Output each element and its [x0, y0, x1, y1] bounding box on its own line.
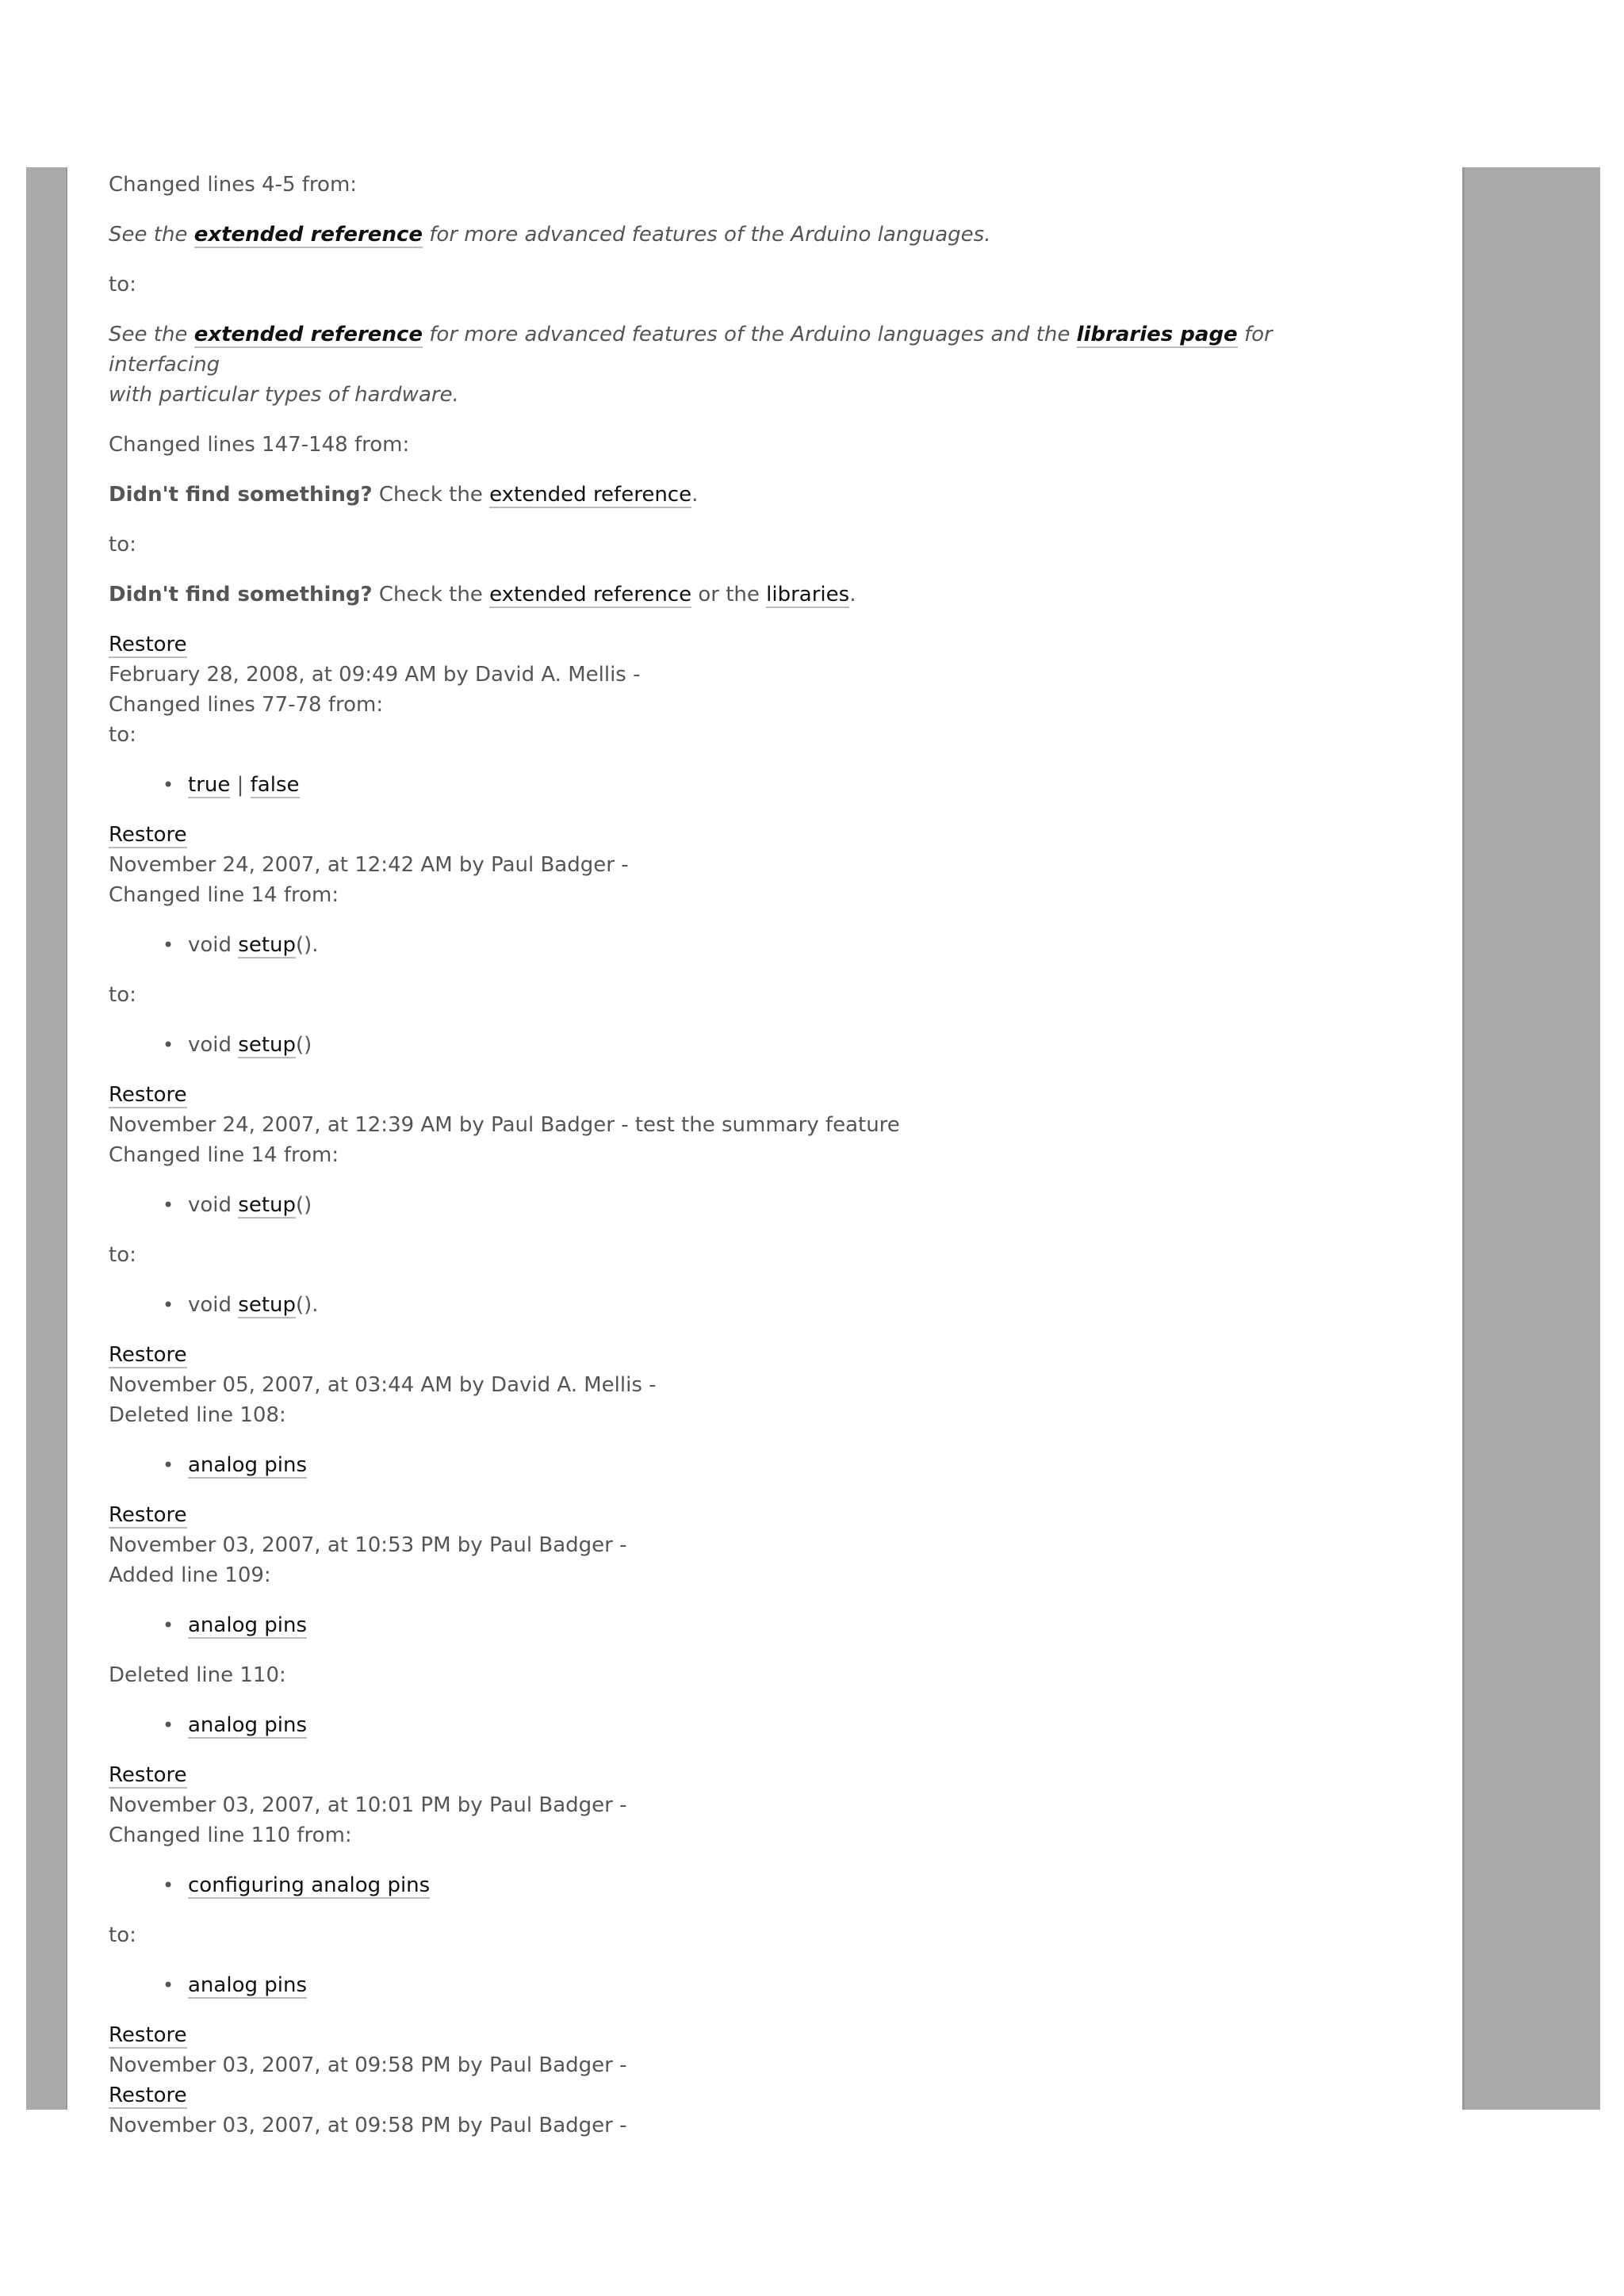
revision-meta: November 24, 2007, at 12:39 AM by Paul Badger - test the summary feature — [109, 1113, 900, 1137]
diff-list — [109, 1970, 1385, 2000]
extended-reference-link[interactable]: extended reference — [193, 323, 423, 346]
diff-summary: Changed lines 77-78 from: — [109, 693, 384, 717]
diff-list — [109, 1450, 1385, 1480]
diff-list — [109, 1710, 1385, 1740]
extended-reference-link[interactable]: extended reference — [489, 483, 692, 507]
text-segment: See the — [109, 223, 194, 247]
list-item — [188, 1870, 1385, 1900]
diff-summary: Changed line 110 from: — [109, 1823, 352, 1847]
diff-summary: Added line 109: — [109, 1563, 271, 1587]
list-item — [188, 1450, 1385, 1480]
text-segment: See the — [109, 323, 194, 346]
restore-link[interactable]: Restore — [109, 2023, 187, 2047]
restore-link[interactable]: Restore — [109, 1083, 187, 1107]
diff-list — [109, 1610, 1385, 1640]
text-segment: for more advanced features of the Arduino languages and the — [423, 323, 1077, 346]
text-segment: void — [188, 933, 239, 957]
restore-link[interactable]: Restore — [109, 823, 187, 847]
diff-old-text — [109, 220, 1385, 250]
text-segment: () — [296, 1033, 312, 1057]
libraries-page-link[interactable]: libraries page — [1076, 323, 1238, 346]
text-segment: void — [188, 1193, 239, 1217]
text-segment: with particular types of hardware. — [109, 383, 459, 407]
diff-to-label: to: — [109, 1243, 136, 1267]
diff-list — [109, 1030, 1385, 1060]
diff-summary: Changed lines 4-5 from: — [109, 173, 358, 197]
libraries-link[interactable]: libraries — [766, 583, 850, 607]
false-link[interactable]: false — [250, 773, 300, 797]
diff-summary: Changed lines 147-148 from: — [109, 433, 410, 457]
revision-meta: November 24, 2007, at 12:42 AM by Paul Badger - — [109, 853, 629, 877]
true-link[interactable]: true — [188, 773, 231, 797]
bold-text: Didn't find something? — [109, 483, 373, 507]
diff-to-label: to: — [109, 273, 136, 297]
bold-text: Didn't find something? — [109, 583, 373, 607]
list-item — [188, 770, 1385, 800]
separator: | — [230, 773, 251, 797]
configuring-analog-pins-link[interactable]: configuring analog pins — [188, 1873, 431, 1897]
list-item — [188, 1290, 1385, 1320]
diff-to-label: to: — [109, 723, 136, 747]
diff-to-label: to: — [109, 983, 136, 1007]
diff-summary: Deleted line 110: — [109, 1663, 286, 1687]
text-segment: () — [296, 1193, 312, 1217]
text-segment: for interfacing — [109, 323, 1273, 377]
diff-summary: Changed line 14 from: — [109, 1143, 339, 1167]
analog-pins-link[interactable]: analog pins — [188, 1613, 307, 1637]
analog-pins-link[interactable]: analog pins — [188, 1973, 307, 1997]
diff-summary: Deleted line 108: — [109, 1403, 286, 1427]
analog-pins-link[interactable]: analog pins — [188, 1453, 307, 1477]
extended-reference-link[interactable]: extended reference — [489, 583, 692, 607]
restore-link[interactable]: Restore — [109, 1503, 187, 1527]
revision-meta: November 03, 2007, at 10:01 PM by Paul Badger - — [109, 1793, 627, 1817]
extended-reference-link[interactable]: extended reference — [193, 223, 423, 247]
text-segment: (). — [296, 1293, 319, 1317]
list-item — [188, 1190, 1385, 1220]
text-segment: (). — [296, 933, 319, 957]
diff-list — [109, 1870, 1385, 1900]
right-sidebar-bar — [1462, 167, 1600, 2110]
diff-list — [109, 1290, 1385, 1320]
diff-old-text — [109, 480, 1385, 510]
text-segment: Check the — [372, 583, 490, 607]
revision-meta: November 05, 2007, at 03:44 AM by David A. Mellis - — [109, 1373, 657, 1397]
text-segment: Check the — [372, 483, 490, 507]
diff-to-label: to: — [109, 533, 136, 557]
list-item — [188, 1710, 1385, 1740]
left-sidebar-bar — [26, 167, 67, 2110]
list-item — [188, 1610, 1385, 1640]
setup-link[interactable]: setup — [238, 1033, 297, 1057]
text-segment: for more advanced features of the Arduino languages. — [423, 223, 991, 247]
diff-new-text — [109, 320, 1385, 410]
revision-meta: November 03, 2007, at 10:53 PM by Paul Badger - — [109, 1533, 627, 1557]
restore-link[interactable]: Restore — [109, 1763, 187, 1787]
list-item — [188, 1030, 1385, 1060]
text-segment: . — [691, 483, 699, 507]
restore-link[interactable]: Restore — [109, 1343, 187, 1367]
setup-link[interactable]: setup — [238, 1193, 297, 1217]
text-segment: void — [188, 1033, 239, 1057]
text-segment: or the — [691, 583, 767, 607]
page-history-content — [109, 170, 1385, 2141]
diff-list — [109, 1190, 1385, 1220]
setup-link[interactable]: setup — [238, 1293, 297, 1317]
revision-meta: November 03, 2007, at 09:58 PM by Paul Badger - — [109, 2114, 627, 2137]
restore-link[interactable]: Restore — [109, 633, 187, 656]
list-item — [188, 1970, 1385, 2000]
analog-pins-link[interactable]: analog pins — [188, 1713, 307, 1737]
text-segment: . — [849, 583, 856, 607]
diff-new-text — [109, 580, 1385, 610]
revision-meta: February 28, 2008, at 09:49 AM by David A. Mellis - — [109, 663, 641, 687]
text-segment: void — [188, 1293, 239, 1317]
diff-list — [109, 930, 1385, 960]
diff-summary: Changed line 14 from: — [109, 883, 339, 907]
restore-link[interactable]: Restore — [109, 2084, 187, 2107]
diff-to-label: to: — [109, 1923, 136, 1947]
revision-meta: November 03, 2007, at 09:58 PM by Paul Badger - — [109, 2053, 627, 2077]
diff-list — [109, 770, 1385, 800]
list-item — [188, 930, 1385, 960]
setup-link[interactable]: setup — [238, 933, 297, 957]
